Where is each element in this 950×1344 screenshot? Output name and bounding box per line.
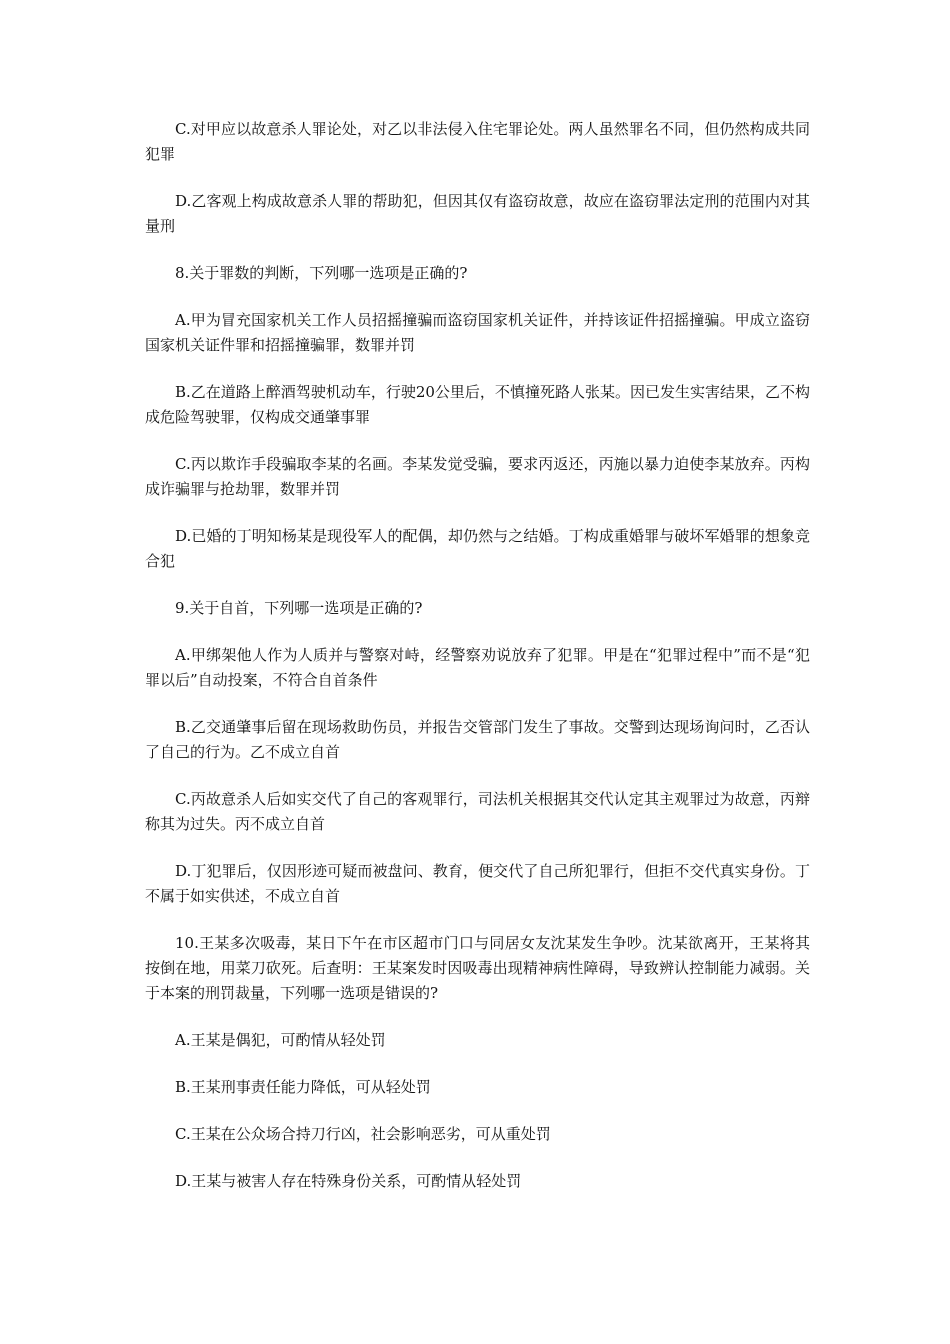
q8-option-b: B.乙在道路上醉酒驾驶机动车，行驶20公里后，不慎撞死路人张某。因已发生实害结果，乙不构成危险驾驶罪，仅构成交通肇事罪: [145, 383, 810, 426]
q10-option-a: A.王某是偶犯，可酌情从轻处罚: [175, 1031, 386, 1049]
q10-stem: 10.王某多次吸毒，某日下午在市区超市门口与同居女友沈某发生争吵。沈某欲离开，王某将其按倒在地，用菜刀砍死。后查明：王某案发时因吸毒出现精神病性障碍，导致辨认控制能力减弱。关于本案的刑罚裁量，下列哪一选项是错误的?: [145, 934, 810, 1002]
q10-option-c: C.王某在公众场合持刀行凶，社会影响恶劣，可从重处罚: [175, 1125, 551, 1143]
q8-option-a: A.甲为冒充国家机关工作人员招摇撞骗而盗窃国家机关证件，并持该证件招摇撞骗。甲成立盗窃国家机关证件罪和招摇撞骗罪，数罪并罚: [145, 311, 810, 354]
q10-option-d: D.王某与被害人存在特殊身份关系，可酌情从轻处罚: [175, 1172, 522, 1190]
q9-option-b: B.乙交通肇事后留在现场救助伤员，并报告交管部门发生了事故。交警到达现场询问时，乙否认了自己的行为。乙不成立自首: [145, 718, 810, 761]
q7-option-c: C.对甲应以故意杀人罪论处，对乙以非法侵入住宅罪论处。两人虽然罪名不同，但仍然构成共同犯罪: [145, 120, 810, 163]
q8-option-c: C.丙以欺诈手段骗取李某的名画。李某发觉受骗，要求丙返还，丙施以暴力迫使李某放弃。丙构成诈骗罪与抢劫罪，数罪并罚: [145, 455, 810, 498]
q9-option-a: A.甲绑架他人作为人质并与警察对峙，经警察劝说放弃了犯罪。甲是在“犯罪过程中”而不是“犯罪以后”自动投案，不符合自首条件: [145, 646, 810, 689]
q7-option-d: D.乙客观上构成故意杀人罪的帮助犯，但因其仅有盗窃故意，故应在盗窃罪法定刑的范围内对其量刑: [145, 192, 810, 235]
q9-stem: 9.关于自首，下列哪一选项是正确的?: [175, 599, 423, 617]
document-page: [145, 117, 810, 1216]
q8-stem: 8.关于罪数的判断，下列哪一选项是正确的?: [175, 264, 468, 282]
q10-option-b: B.王某刑事责任能力降低，可从轻处罚: [175, 1078, 431, 1096]
q9-option-c: C.丙故意杀人后如实交代了自己的客观罪行，司法机关根据其交代认定其主观罪过为故意，丙辩称其为过失。丙不成立自首: [145, 790, 810, 833]
q9-option-d: D.丁犯罪后，仅因形迹可疑而被盘问、教育，便交代了自己所犯罪行，但拒不交代真实身份。丁不属于如实供述，不成立自首: [145, 862, 810, 905]
q8-option-d: D.已婚的丁明知杨某是现役军人的配偶，却仍然与之结婚。丁构成重婚罪与破坏军婚罪的想象竞合犯: [145, 527, 810, 570]
